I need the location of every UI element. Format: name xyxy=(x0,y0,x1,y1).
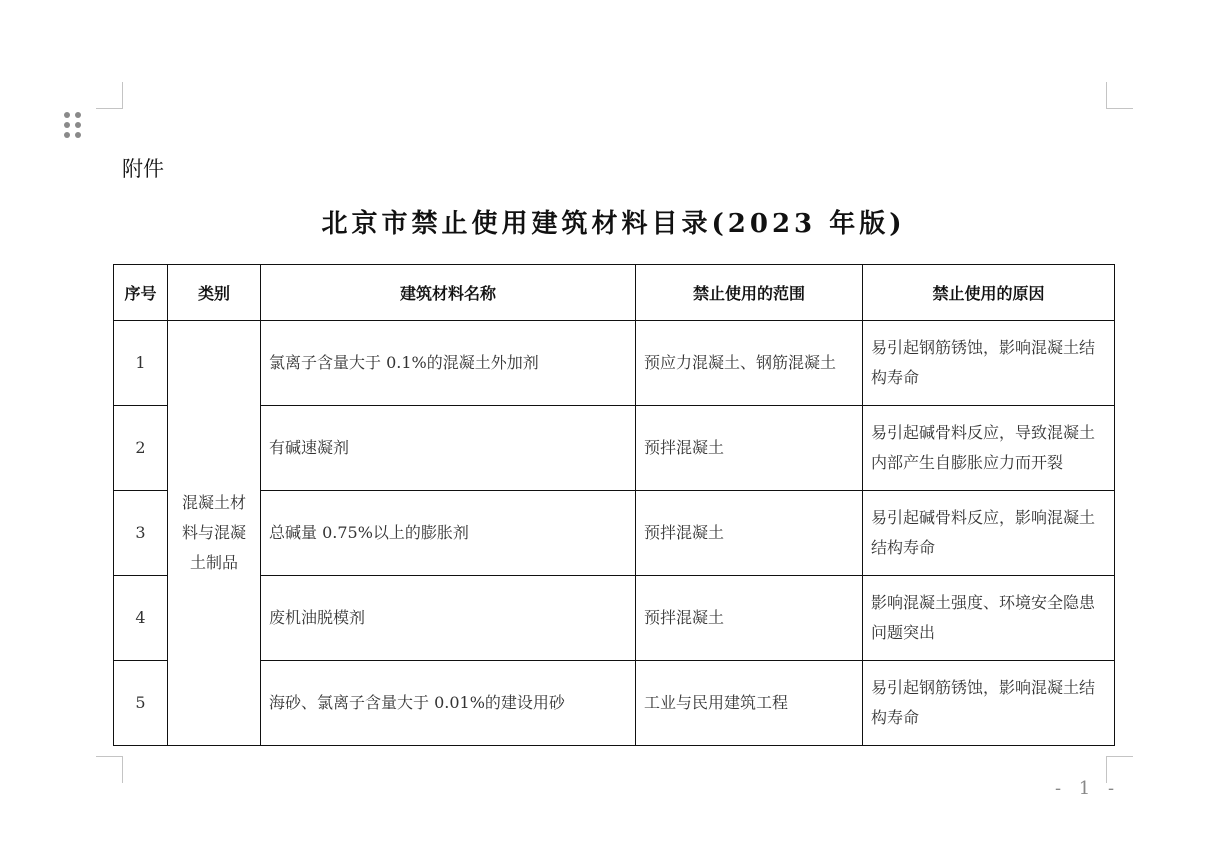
table-row xyxy=(114,321,1115,406)
table-row xyxy=(114,661,1115,746)
prohibited-scope: 预拌混凝土 xyxy=(636,576,863,661)
page-corner-mark xyxy=(96,82,123,109)
prohibited-scope: 预拌混凝土 xyxy=(636,406,863,491)
material-name: 氯离子含量大于 0.1%的混凝土外加剂 xyxy=(261,321,636,406)
attachment-label: 附件 xyxy=(122,157,164,181)
page-corner-mark xyxy=(96,756,123,783)
prohibited-reason: 影响混凝土强度、环境安全隐患问题突出 xyxy=(863,576,1115,661)
table-row xyxy=(114,576,1115,661)
header-cell: 禁止使用的原因 xyxy=(863,265,1115,321)
document-title: 北京市禁止使用建筑材料目录(2023 年版) xyxy=(321,209,906,239)
prohibited-reason: 易引起碱骨料反应，导致混凝土内部产生自膨胀应力而开裂 xyxy=(863,406,1115,491)
prohibited-reason: 易引起钢筋锈蚀，影响混凝土结构寿命 xyxy=(863,661,1115,746)
drag-handle-icon[interactable] xyxy=(62,110,84,140)
table-row xyxy=(114,406,1115,491)
header-cell: 序号 xyxy=(114,265,168,321)
page-number: - 1 - xyxy=(1055,778,1121,799)
material-name: 海砂、氯离子含量大于 0.01%的建设用砂 xyxy=(261,661,636,746)
header-cell: 禁止使用的范围 xyxy=(636,265,863,321)
row-number: 1 xyxy=(114,321,168,406)
table-header-row xyxy=(114,265,1115,321)
header-cell: 类别 xyxy=(168,265,261,321)
row-number: 5 xyxy=(114,661,168,746)
prohibited-reason: 易引起碱骨料反应，影响混凝土结构寿命 xyxy=(863,491,1115,576)
prohibited-scope: 工业与民用建筑工程 xyxy=(636,661,863,746)
row-number: 3 xyxy=(114,491,168,576)
header-cell: 建筑材料名称 xyxy=(261,265,636,321)
row-number: 2 xyxy=(114,406,168,491)
materials-table xyxy=(113,264,1115,746)
material-name: 废机油脱模剂 xyxy=(261,576,636,661)
material-name: 有碱速凝剂 xyxy=(261,406,636,491)
category-cell: 混凝土材料与混凝土制品 xyxy=(168,321,261,746)
prohibited-scope: 预拌混凝土 xyxy=(636,491,863,576)
row-number: 4 xyxy=(114,576,168,661)
prohibited-scope: 预应力混凝土、钢筋混凝土 xyxy=(636,321,863,406)
page-corner-mark xyxy=(1106,82,1133,109)
table-row xyxy=(114,491,1115,576)
prohibited-reason: 易引起钢筋锈蚀，影响混凝土结构寿命 xyxy=(863,321,1115,406)
material-name: 总碱量 0.75%以上的膨胀剂 xyxy=(261,491,636,576)
